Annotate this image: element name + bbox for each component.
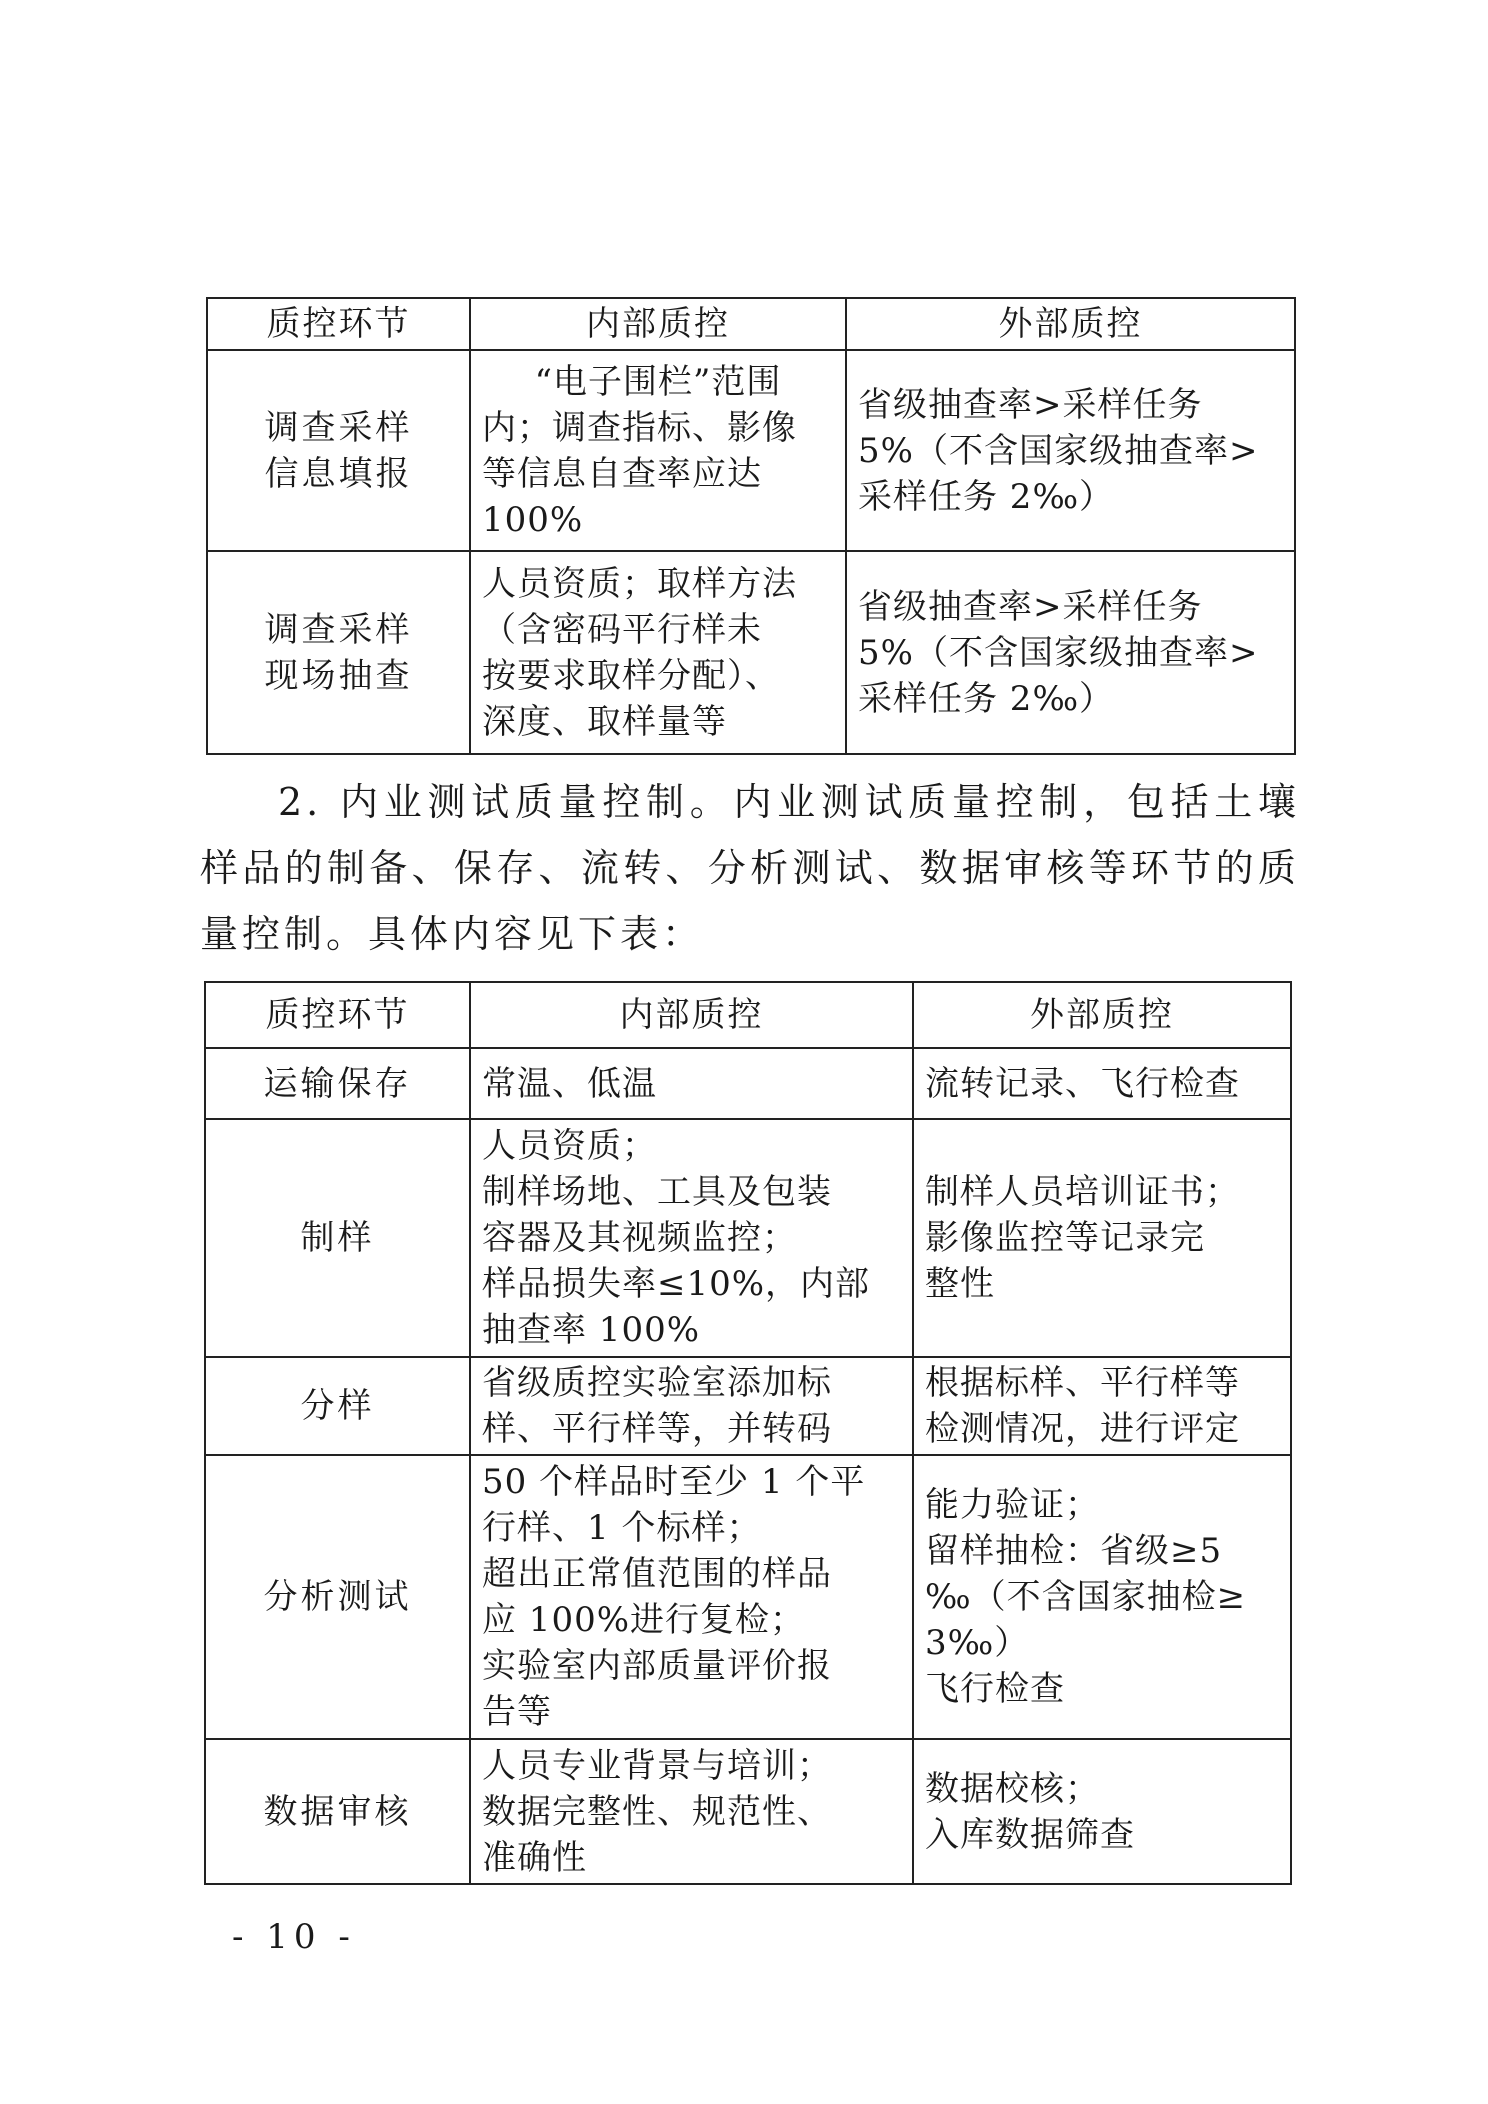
text-line: 采样任务 2‰）	[858, 678, 1115, 719]
internal-cell	[470, 1739, 913, 1884]
external-cell	[913, 1119, 1291, 1357]
header-internal: 内部质控	[470, 298, 846, 350]
quality-control-table-lab	[204, 981, 1292, 1885]
header-external: 外部质控	[846, 298, 1295, 350]
external-cell	[913, 1455, 1291, 1739]
text-line: 5%（不含国家级抽查率>	[858, 430, 1259, 471]
internal-cell	[470, 1119, 913, 1357]
table-header-row	[207, 298, 1295, 350]
text-line: 实验室内部质量评价报	[482, 1646, 832, 1686]
table-row	[207, 551, 1295, 754]
text-line: 告等	[482, 1692, 552, 1732]
text-line: 留样抽检：省级≥5	[925, 1531, 1223, 1571]
text-line: （含密码平行样未	[482, 609, 762, 650]
table-row	[205, 1455, 1291, 1739]
text-line: 调查采样	[264, 407, 413, 448]
text-line: 整性	[925, 1264, 995, 1304]
header-external: 外部质控	[913, 982, 1291, 1048]
text-line: 准确性	[482, 1837, 587, 1878]
text-line: 容器及其视频监控；	[482, 1218, 797, 1258]
stage-cell: 运输保存	[205, 1048, 470, 1119]
stage-cell: 数据审核	[205, 1739, 470, 1884]
text-line: 样、平行样等，并转码	[482, 1409, 832, 1449]
table-header-row	[205, 982, 1291, 1048]
text-line: “电子围栏”范围	[534, 361, 782, 402]
text-line: 制样人员培训证书；	[925, 1172, 1240, 1212]
text-line: 信息填报	[264, 453, 413, 494]
text-line: 深度、取样量等	[482, 701, 727, 742]
table-row	[205, 1048, 1291, 1119]
text-line: 人员资质；取样方法	[482, 563, 797, 604]
text-line: 能力验证；	[925, 1485, 1100, 1525]
table-row	[205, 1739, 1291, 1884]
text-line: 抽查率 100%	[482, 1310, 701, 1350]
quality-control-table-field	[206, 297, 1296, 755]
text-line: 采样任务 2‰）	[858, 476, 1115, 517]
internal-cell	[470, 350, 846, 551]
text-line: 入库数据筛查	[925, 1814, 1135, 1855]
text-line: 现场抽查	[264, 655, 413, 696]
text-line: 省级抽查率>采样任务	[858, 586, 1203, 627]
external-cell: 流转记录、飞行检查	[913, 1048, 1291, 1119]
text-line: 内；调查指标、影像	[482, 407, 797, 448]
header-internal: 内部质控	[470, 982, 913, 1048]
text-line: 超出正常值范围的样品	[482, 1554, 832, 1594]
text-line: 调查采样	[264, 609, 413, 650]
text-line: 制样场地、工具及包装	[482, 1172, 832, 1212]
stage-cell	[207, 350, 470, 551]
external-cell	[846, 350, 1295, 551]
table-row	[207, 350, 1295, 551]
body-paragraph: 2. 内业测试质量控制。内业测试质量控制，包括土壤样品的制备、保存、流转、分析测试、数据审核等环节的质量控制。具体内容见下表：	[200, 780, 1300, 956]
text-line: 样品损失率≤10%，内部	[482, 1264, 871, 1304]
page-number: - 10 -	[232, 1917, 356, 1957]
text-line: 行样、1 个标样；	[482, 1508, 762, 1548]
table-row	[205, 1357, 1291, 1455]
text-line: 等信息自查率应达	[482, 453, 762, 494]
text-line: 根据标样、平行样等	[925, 1363, 1240, 1403]
text-line: 按要求取样分配）、	[482, 655, 780, 696]
external-cell	[913, 1739, 1291, 1884]
page-content	[200, 297, 1300, 1959]
external-cell	[913, 1357, 1291, 1455]
text-line: 人员专业背景与培训；	[482, 1745, 832, 1786]
stage-cell: 分样	[205, 1357, 470, 1455]
text-line: 人员资质；	[482, 1126, 657, 1166]
external-cell	[846, 551, 1295, 754]
text-line: 飞行检查	[925, 1669, 1065, 1709]
text-line: 50 个样品时至少 1 个平	[482, 1462, 866, 1502]
text-line: 应 100%进行复检；	[482, 1600, 806, 1640]
stage-cell	[207, 551, 470, 754]
text-line: ‰（不含国家抽检≥	[925, 1577, 1247, 1617]
header-stage: 质控环节	[205, 982, 470, 1048]
text-line: 检测情况，进行评定	[925, 1409, 1240, 1449]
header-stage: 质控环节	[207, 298, 470, 350]
internal-cell: 常温、低温	[470, 1048, 913, 1119]
text-line: 数据校核；	[925, 1768, 1100, 1809]
internal-cell	[470, 1455, 913, 1739]
table-row	[205, 1119, 1291, 1357]
text-line: 省级抽查率>采样任务	[858, 384, 1203, 425]
internal-cell	[470, 1357, 913, 1455]
text-line: 省级质控实验室添加标	[482, 1363, 832, 1403]
internal-cell	[470, 551, 846, 754]
text-line: 数据完整性、规范性、	[482, 1791, 832, 1832]
stage-cell: 制样	[205, 1119, 470, 1357]
text-line: 3‰）	[925, 1623, 1030, 1663]
text-line: 影像监控等记录完	[925, 1218, 1205, 1258]
text-line: 5%（不含国家级抽查率>	[858, 632, 1259, 673]
text-line: 100%	[482, 499, 584, 540]
stage-cell: 分析测试	[205, 1455, 470, 1739]
